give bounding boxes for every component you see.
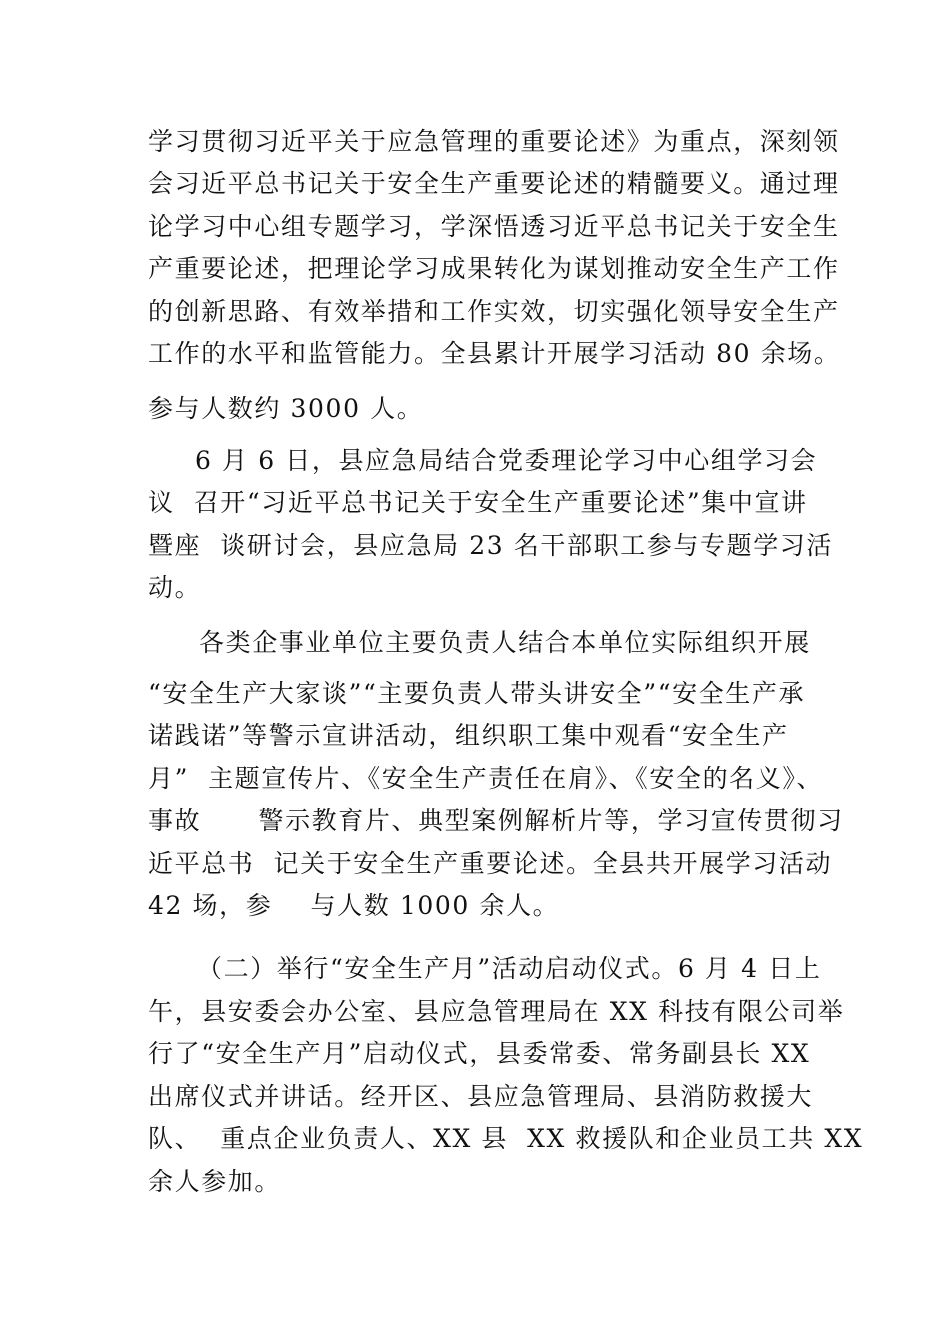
- text-line: （二）举行“安全生产月”活动启动仪式。6 月 4 日上: [197, 954, 822, 983]
- text-line: 工作的水平和监管能力。全县累计开展学习活动 80 余场。: [148, 339, 841, 368]
- text-line: 学习贯彻习近平关于应急管理的重要论述》为重点，深刻领: [148, 127, 840, 156]
- text-line: “安全生产大家谈”“主要负责人带头讲安全”“安全生产承: [148, 679, 806, 708]
- text-line: 各类企事业单位主要负责人结合本单位实际组织开展: [199, 628, 811, 657]
- text-line: 余人参加。: [148, 1167, 282, 1196]
- text-line: 月” 主题宣传片、《安全生产责任在肩》、《安全的名义》、: [148, 764, 824, 793]
- text-line: 队、 重点企业负责人、XX 县 XX 救援队和企业员工共 XX: [148, 1124, 864, 1153]
- text-line: 议 召开“习近平总书记关于安全生产重要论述”集中宣讲: [148, 488, 808, 517]
- text-line: 行了“安全生产月”启动仪式，县委常委、常务副县长 XX: [148, 1039, 811, 1068]
- text-line: 的创新思路、有效举措和工作实效，切实强化领导安全生产: [148, 297, 840, 326]
- text-line: 近平总书 记关于安全生产重要论述。全县共开展学习活动: [148, 849, 833, 878]
- text-line: 参与人数约 3000 人。: [148, 394, 424, 423]
- text-line: 出席仪式并讲话。经开区、县应急管理局、县消防救援大: [148, 1082, 814, 1111]
- text-line: 午，县安委会办公室、县应急管理局在 XX 科技有限公司举: [148, 997, 845, 1026]
- text-line: 6 月 6 日，县应急局结合党委理论学习中心组学习会: [195, 446, 818, 475]
- text-line: 产重要论述，把理论学习成果转化为谋划推动安全生产工作: [148, 254, 840, 283]
- text-line: 动。: [148, 573, 202, 602]
- text-line: 会习近平总书记关于安全生产重要论述的精髓要义。通过理: [148, 169, 840, 198]
- text-line: 论学习中心组专题学习，学深悟透习近平总书记关于安全生: [148, 212, 840, 241]
- text-line: 事故 警示教育片、典型案例解析片等，学习宣传贯彻习: [148, 806, 844, 835]
- text-line: 42 场，参 与人数 1000 余人。: [148, 891, 560, 920]
- text-line: 暨座 谈研讨会，县应急局 23 名干部职工参与专题学习活: [148, 531, 834, 560]
- text-line: 诺践诺”等警示宣讲活动，组织职工集中观看“安全生产: [148, 721, 789, 750]
